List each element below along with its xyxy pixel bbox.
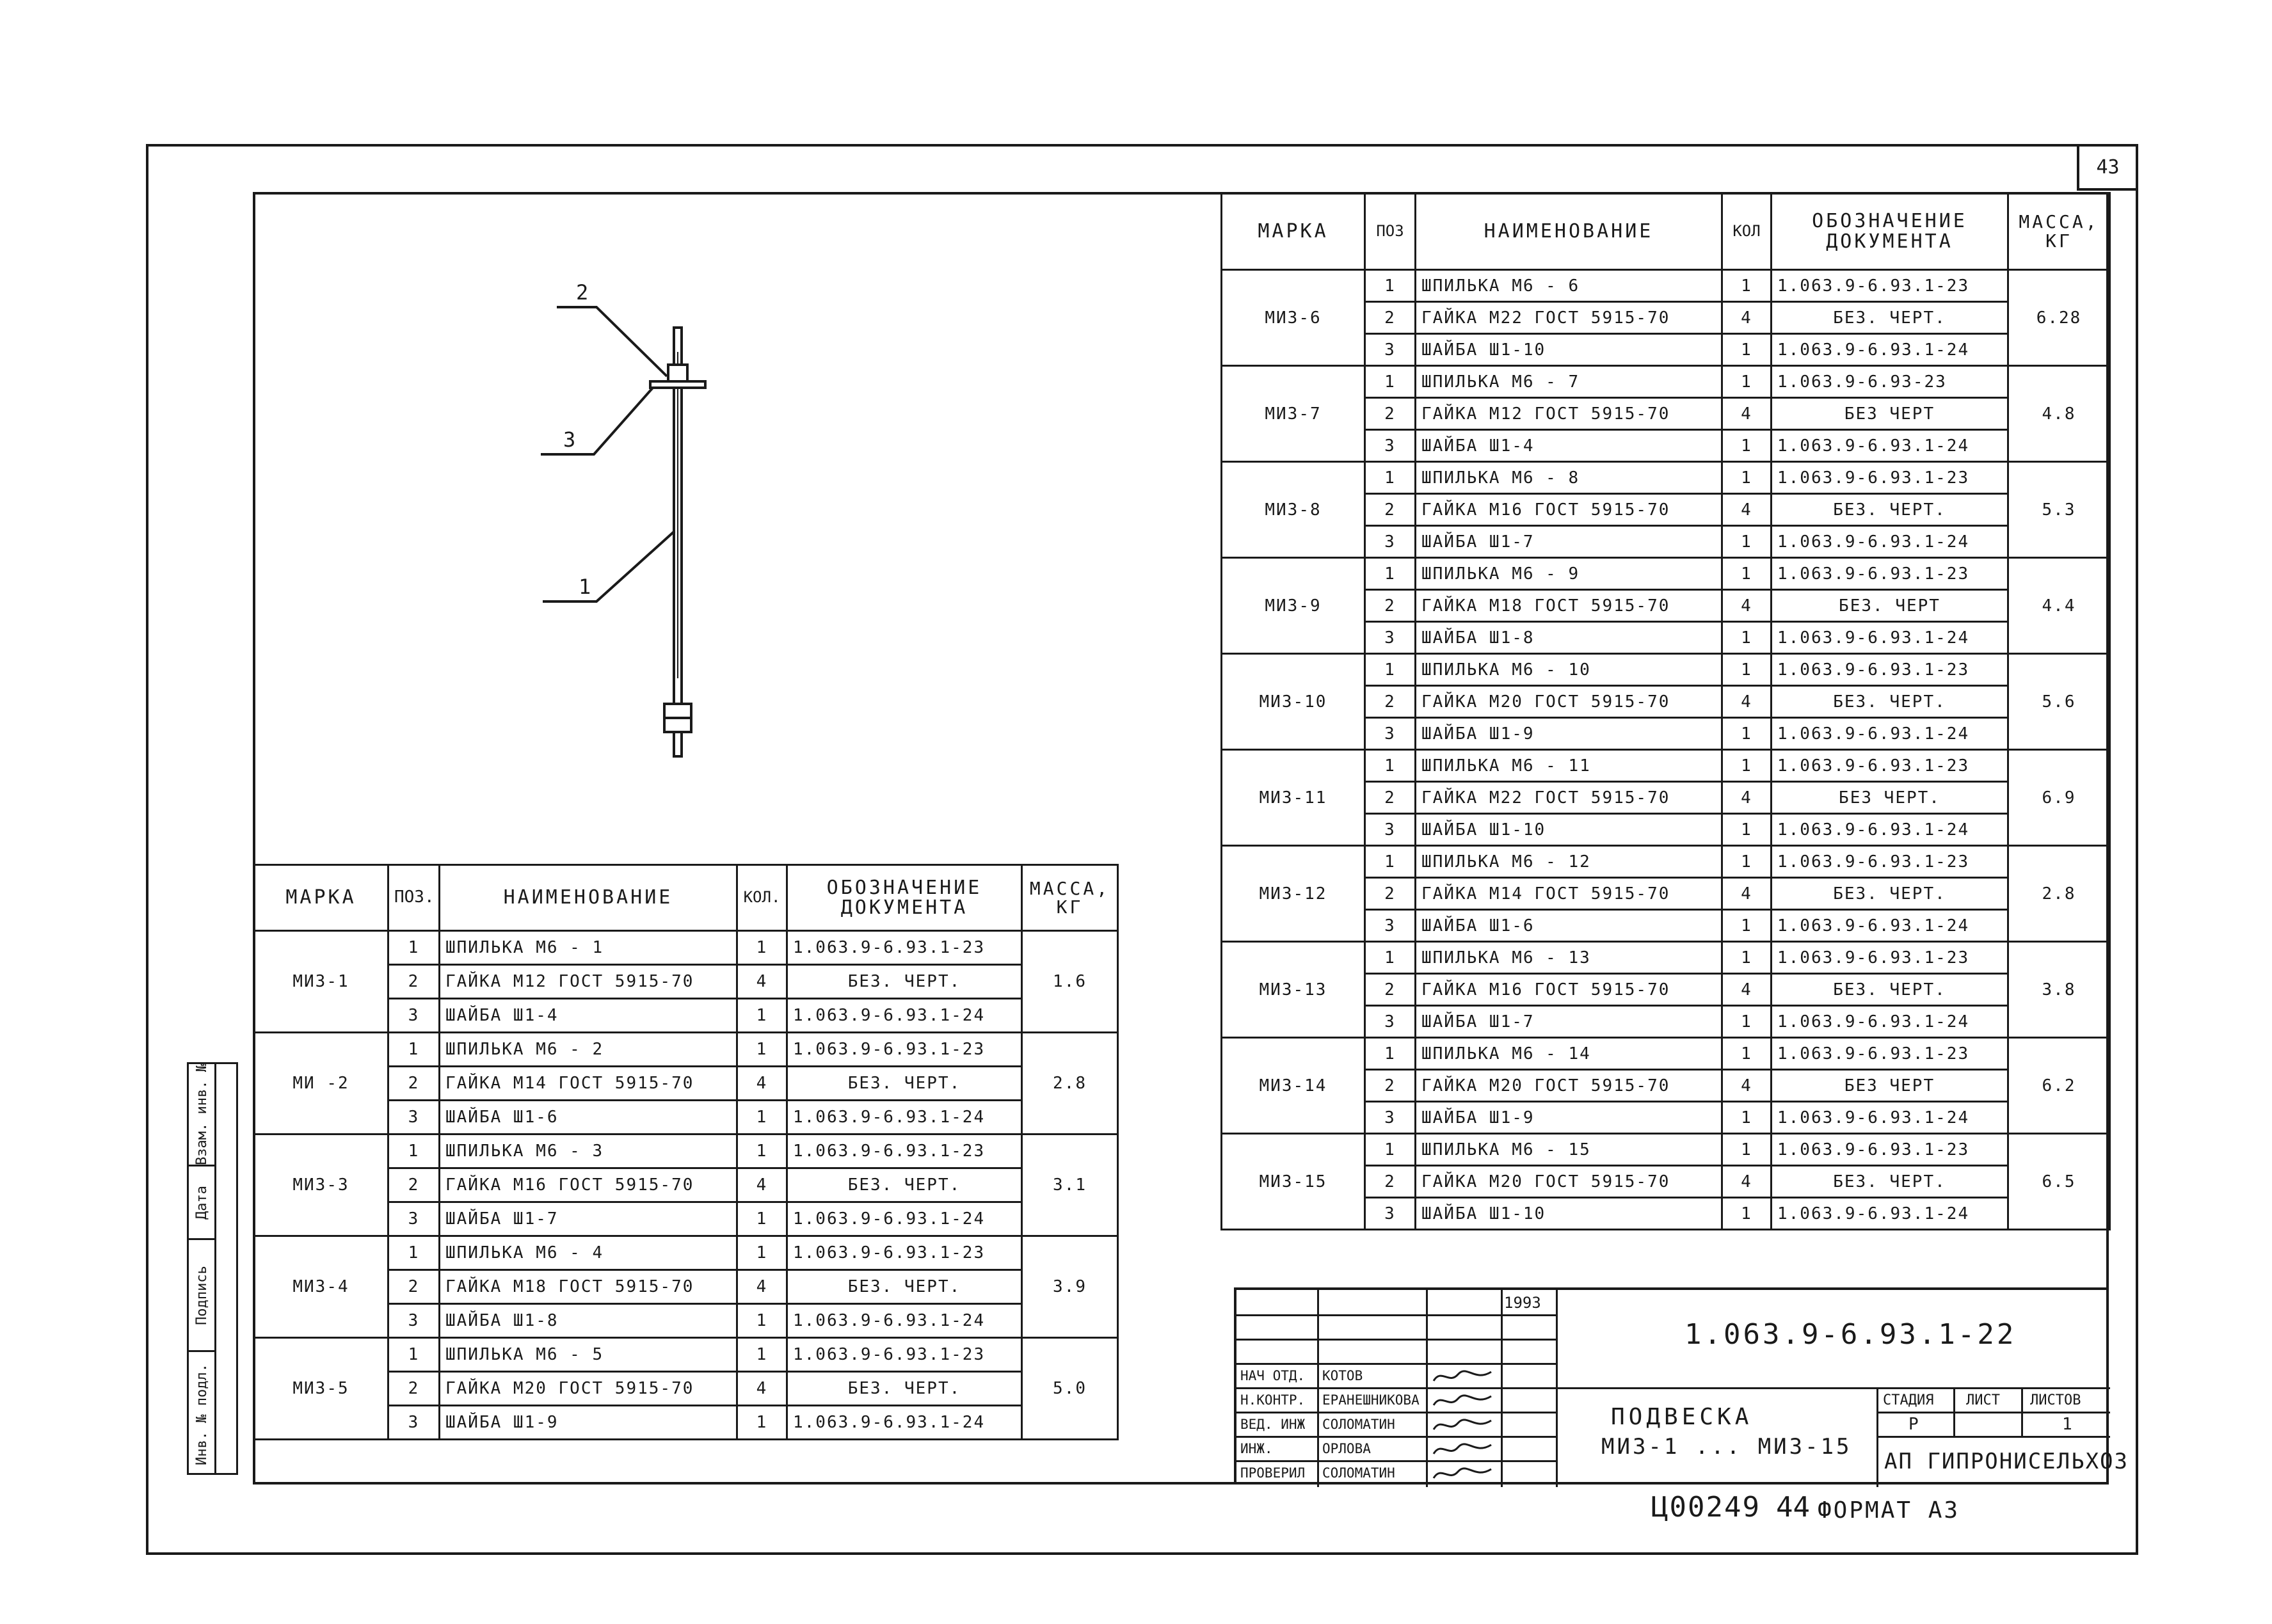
qty-cell: 4: [1722, 878, 1772, 910]
qty-cell: 1: [737, 1033, 787, 1067]
pos-cell: 2: [1365, 1166, 1416, 1198]
qty-cell: 1: [1722, 1198, 1772, 1230]
title-block: [1234, 1287, 2129, 1485]
doc-cell: 1.063.9-6.93.1-24: [1772, 814, 2008, 846]
header-mass: МАССА, КГ: [1022, 865, 1118, 931]
name-cell: ШАЙБА Ш1-7: [440, 1202, 737, 1236]
name-cell: ГАЙКА М20 ГОСТ 5915-70: [1416, 1166, 1722, 1198]
page-number: 43: [2077, 146, 2136, 191]
qty-cell: 4: [737, 1168, 787, 1202]
callout-1: 1: [579, 575, 591, 599]
header-qty: КОЛ: [1722, 193, 1772, 270]
qty-cell: 1: [737, 999, 787, 1033]
name-cell: ШПИЛЬКА М6 - 1: [440, 931, 737, 965]
document-code: 1.063.9-6.93.1-22: [1684, 1318, 2017, 1351]
qty-cell: 1: [737, 1406, 787, 1440]
name-cell: ШАЙБА Ш1-4: [1416, 430, 1722, 462]
footer-format: ФОРМАТ А3: [1818, 1497, 1960, 1524]
table-row: [1222, 462, 2110, 494]
qty-cell: 4: [737, 1270, 787, 1304]
name-cell: ГАЙКА М12 ГОСТ 5915-70: [440, 965, 737, 999]
drawing-title: ПОДВЕСКА: [1611, 1404, 1753, 1430]
stamp-date: Дата: [193, 1185, 210, 1220]
qty-cell: 4: [1722, 398, 1772, 430]
staff-role: ПРОВЕРИЛ: [1240, 1465, 1306, 1481]
qty-cell: 4: [1722, 1166, 1772, 1198]
header-pos: ПОЗ.: [388, 865, 440, 931]
name-cell: ШПИЛЬКА М6 - 15: [1416, 1134, 1722, 1166]
qty-cell: 1: [737, 1101, 787, 1134]
pos-cell: 3: [1365, 1102, 1416, 1134]
doc-cell: 1.063.9-6.93.1-23: [1772, 942, 2008, 974]
pos-cell: 3: [1365, 430, 1416, 462]
doc-cell: 1.063.9-6.93.1-24: [1772, 526, 2008, 558]
table-row: [1222, 1038, 2110, 1070]
doc-cell: 1.063.9-6.93.1-23: [787, 1134, 1022, 1168]
name-cell: ШАЙБА Ш1-10: [1416, 334, 1722, 366]
name-cell: ШАЙБА Ш1-10: [1416, 1198, 1722, 1230]
mark-cell: МИЗ-14: [1222, 1038, 1365, 1134]
doc-cell: 1.063.9-6.93-23: [1772, 366, 2008, 398]
sheets-header: ЛИСТОВ: [2030, 1392, 2081, 1408]
qty-cell: 1: [1722, 1134, 1772, 1166]
staff-name: СОЛОМАТИН: [1322, 1417, 1395, 1432]
doc-cell: 1.063.9-6.93.1-23: [1772, 1038, 2008, 1070]
mass-cell: 3.8: [2008, 942, 2110, 1038]
name-cell: ШАЙБА Ш1-8: [440, 1304, 737, 1338]
mass-cell: 2.8: [2008, 846, 2110, 942]
pos-cell: 2: [1365, 974, 1416, 1006]
name-cell: ГАЙКА М22 ГОСТ 5915-70: [1416, 302, 1722, 334]
qty-cell: 1: [737, 1236, 787, 1270]
mark-cell: МИЗ-13: [1222, 942, 1365, 1038]
name-cell: ШПИЛЬКА М6 - 2: [440, 1033, 737, 1067]
mass-cell: 4.4: [2008, 558, 2110, 654]
name-cell: ШПИЛЬКА М6 - 4: [440, 1236, 737, 1270]
doc-cell: БЕЗ. ЧЕРТ.: [1772, 302, 2008, 334]
table-row: [1222, 654, 2110, 686]
doc-cell: 1.063.9-6.93.1-24: [1772, 1198, 2008, 1230]
qty-cell: 4: [1722, 1070, 1772, 1102]
table-row: [1222, 558, 2110, 590]
name-cell: ШПИЛЬКА М6 - 3: [440, 1134, 737, 1168]
pos-cell: 2: [1365, 878, 1416, 910]
qty-cell: 1: [1722, 654, 1772, 686]
mass-cell: 1.6: [1022, 931, 1118, 1033]
header-pos: ПОЗ: [1365, 193, 1416, 270]
doc-cell: 1.063.9-6.93.1-23: [1772, 270, 2008, 302]
pos-cell: 1: [1365, 1038, 1416, 1070]
doc-cell: 1.063.9-6.93.1-24: [787, 999, 1022, 1033]
mass-cell: 3.9: [1022, 1236, 1118, 1338]
mass-cell: 5.3: [2008, 462, 2110, 558]
pos-cell: 3: [1365, 334, 1416, 366]
name-cell: ШАЙБА Ш1-9: [1416, 718, 1722, 750]
name-cell: ШПИЛЬКА М6 - 10: [1416, 654, 1722, 686]
doc-cell: 1.063.9-6.93.1-23: [1772, 654, 2008, 686]
name-cell: ШПИЛЬКА М6 - 6: [1416, 270, 1722, 302]
pos-cell: 2: [1365, 686, 1416, 718]
doc-cell: БЕЗ. ЧЕРТ.: [787, 965, 1022, 999]
name-cell: ШПИЛЬКА М6 - 12: [1416, 846, 1722, 878]
name-cell: ГАЙКА М20 ГОСТ 5915-70: [440, 1372, 737, 1406]
pos-cell: 1: [388, 1236, 440, 1270]
footer-number: 44: [1776, 1491, 1810, 1524]
pos-cell: 2: [1365, 494, 1416, 526]
qty-cell: 1: [1722, 718, 1772, 750]
pos-cell: 1: [388, 1134, 440, 1168]
qty-cell: 1: [1722, 942, 1772, 974]
staff-name: КОТОВ: [1322, 1368, 1363, 1383]
staff-role: ИНЖ.: [1240, 1441, 1273, 1456]
pos-cell: 2: [1365, 782, 1416, 814]
doc-cell: 1.063.9-6.93.1-24: [787, 1406, 1022, 1440]
qty-cell: 4: [1722, 302, 1772, 334]
mark-cell: МИЗ-10: [1222, 654, 1365, 750]
signature-icon: [1430, 1414, 1500, 1436]
mass-cell: 6.9: [2008, 750, 2110, 846]
name-cell: ШАЙБА Ш1-8: [1416, 622, 1722, 654]
staff-role: ВЕД. ИНЖ: [1240, 1417, 1306, 1432]
hanger-drawing: [525, 269, 781, 768]
doc-cell: 1.063.9-6.93.1-23: [787, 1033, 1022, 1067]
name-cell: ШПИЛЬКА М6 - 14: [1416, 1038, 1722, 1070]
staff-role: НАЧ ОТД.: [1240, 1368, 1306, 1383]
table-row: [254, 1338, 1118, 1372]
name-cell: ШПИЛЬКА М6 - 7: [1416, 366, 1722, 398]
table-row: [1222, 846, 2110, 878]
name-cell: ГАЙКА М16 ГОСТ 5915-70: [1416, 974, 1722, 1006]
mark-cell: МИЗ-9: [1222, 558, 1365, 654]
header-qty: КОЛ.: [737, 865, 787, 931]
table-row: [254, 1033, 1118, 1067]
pos-cell: 1: [388, 1033, 440, 1067]
pos-cell: 1: [1365, 366, 1416, 398]
header-name: НАИМЕНОВАНИЕ: [1416, 193, 1722, 270]
header-mass: МАССА, КГ: [2008, 193, 2110, 270]
doc-cell: 1.063.9-6.93.1-24: [787, 1202, 1022, 1236]
name-cell: ШАЙБА Ш1-10: [1416, 814, 1722, 846]
mass-cell: 3.1: [1022, 1134, 1118, 1236]
name-cell: ГАЙКА М18 ГОСТ 5915-70: [1416, 590, 1722, 622]
stamp-signature: Подпись: [193, 1265, 210, 1325]
sheets-value: 1: [2062, 1415, 2072, 1434]
mass-cell: 6.28: [2008, 270, 2110, 366]
qty-cell: 1: [737, 931, 787, 965]
pos-cell: 1: [1365, 846, 1416, 878]
table-row: [254, 1236, 1118, 1270]
mark-cell: МИЗ-6: [1222, 270, 1365, 366]
qty-cell: 1: [737, 1202, 787, 1236]
doc-cell: БЕЗ. ЧЕРТ.: [1772, 686, 2008, 718]
qty-cell: 1: [1722, 334, 1772, 366]
stamp-original-inv: Инв. № подл.: [193, 1364, 210, 1465]
doc-cell: БЕЗ. ЧЕРТ.: [1772, 878, 2008, 910]
mark-cell: МИЗ-3: [254, 1134, 388, 1236]
doc-cell: 1.063.9-6.93.1-23: [1772, 462, 2008, 494]
name-cell: ШАЙБА Ш1-4: [440, 999, 737, 1033]
name-cell: ГАЙКА М20 ГОСТ 5915-70: [1416, 686, 1722, 718]
pos-cell: 1: [1365, 1134, 1416, 1166]
name-cell: ГАЙКА М12 ГОСТ 5915-70: [1416, 398, 1722, 430]
pos-cell: 1: [388, 1338, 440, 1372]
header-doc: ОБОЗНАЧЕНИЕ ДОКУМЕНТА: [787, 865, 1022, 931]
name-cell: ГАЙКА М16 ГОСТ 5915-70: [1416, 494, 1722, 526]
doc-cell: БЕЗ. ЧЕРТ.: [787, 1270, 1022, 1304]
doc-cell: 1.063.9-6.93.1-24: [1772, 718, 2008, 750]
mark-cell: МИЗ-12: [1222, 846, 1365, 942]
name-cell: ГАЙКА М18 ГОСТ 5915-70: [440, 1270, 737, 1304]
pos-cell: 2: [388, 1372, 440, 1406]
mass-cell: 6.5: [2008, 1134, 2110, 1230]
pos-cell: 1: [1365, 270, 1416, 302]
header-doc: ОБОЗНАЧЕНИЕ ДОКУМЕНТА: [1772, 193, 2008, 270]
staff-role: Н.КОНТР.: [1240, 1392, 1306, 1408]
year: 1993: [1504, 1294, 1541, 1312]
qty-cell: 1: [737, 1134, 787, 1168]
table-row: [1222, 942, 2110, 974]
signature-icon: [1430, 1438, 1500, 1460]
qty-cell: 4: [1722, 974, 1772, 1006]
mark-cell: МИЗ-8: [1222, 462, 1365, 558]
mark-cell: МИЗ-15: [1222, 1134, 1365, 1230]
doc-cell: БЕЗ. ЧЕРТ.: [1772, 974, 2008, 1006]
name-cell: ШПИЛЬКА М6 - 8: [1416, 462, 1722, 494]
qty-cell: 4: [1722, 782, 1772, 814]
doc-cell: 1.063.9-6.93.1-24: [1772, 334, 2008, 366]
header-name: НАИМЕНОВАНИЕ: [440, 865, 737, 931]
name-cell: ШАЙБА Ш1-6: [440, 1101, 737, 1134]
doc-cell: 1.063.9-6.93.1-23: [787, 931, 1022, 965]
name-cell: ГАЙКА М16 ГОСТ 5915-70: [440, 1168, 737, 1202]
qty-cell: 4: [737, 965, 787, 999]
pos-cell: 3: [1365, 814, 1416, 846]
qty-cell: 1: [1722, 1006, 1772, 1038]
name-cell: ШАЙБА Ш1-6: [1416, 910, 1722, 942]
doc-cell: 1.063.9-6.93.1-23: [1772, 750, 2008, 782]
staff-name: ОРЛОВА: [1322, 1441, 1371, 1456]
qty-cell: 1: [1722, 750, 1772, 782]
pos-cell: 3: [388, 1406, 440, 1440]
qty-cell: 4: [737, 1372, 787, 1406]
qty-cell: 1: [1722, 1102, 1772, 1134]
mass-cell: 4.8: [2008, 366, 2110, 462]
name-cell: ШПИЛЬКА М6 - 13: [1416, 942, 1722, 974]
mark-cell: МИЗ-4: [254, 1236, 388, 1338]
pos-cell: 2: [388, 965, 440, 999]
name-cell: ШАЙБА Ш1-7: [1416, 1006, 1722, 1038]
footer-code: Ц00249: [1651, 1491, 1761, 1524]
doc-cell: 1.063.9-6.93.1-24: [1772, 430, 2008, 462]
doc-cell: БЕЗ ЧЕРТ: [1772, 398, 2008, 430]
doc-cell: БЕЗ. ЧЕРТ.: [787, 1372, 1022, 1406]
table-row: [1222, 270, 2110, 302]
header-mark: МАРКА: [254, 865, 388, 931]
pos-cell: 3: [1365, 622, 1416, 654]
pos-cell: 2: [1365, 398, 1416, 430]
doc-cell: 1.063.9-6.93.1-23: [787, 1236, 1022, 1270]
name-cell: ШАЙБА Ш1-9: [1416, 1102, 1722, 1134]
pos-cell: 3: [388, 1304, 440, 1338]
callout-3: 3: [563, 427, 576, 452]
name-cell: ГАЙКА М22 ГОСТ 5915-70: [1416, 782, 1722, 814]
pos-cell: 2: [1365, 590, 1416, 622]
header-mark: МАРКА: [1222, 193, 1365, 270]
signature-icon: [1430, 1463, 1500, 1485]
stage-value: Р: [1908, 1415, 1919, 1434]
doc-cell: БЕЗ ЧЕРТ: [1772, 1070, 2008, 1102]
table-row: [1222, 750, 2110, 782]
qty-cell: 1: [737, 1304, 787, 1338]
staff-name: СОЛОМАТИН: [1322, 1465, 1395, 1481]
staff-name: ЕРАНЕШНИКОВА: [1322, 1392, 1420, 1408]
mass-cell: 2.8: [1022, 1033, 1118, 1134]
name-cell: ШАЙБА Ш1-7: [1416, 526, 1722, 558]
qty-cell: 4: [737, 1067, 787, 1101]
table-row: [1222, 366, 2110, 398]
qty-cell: 4: [1722, 590, 1772, 622]
qty-cell: 1: [1722, 462, 1772, 494]
mass-cell: 5.0: [1022, 1338, 1118, 1440]
name-cell: ГАЙКА М14 ГОСТ 5915-70: [440, 1067, 737, 1101]
mark-cell: МИЗ-1: [254, 931, 388, 1033]
qty-cell: 1: [1722, 558, 1772, 590]
mark-cell: МИЗ-5: [254, 1338, 388, 1440]
lower-spec-table: [253, 864, 1119, 1440]
pos-cell: 1: [1365, 654, 1416, 686]
doc-cell: 1.063.9-6.93.1-23: [1772, 558, 2008, 590]
pos-cell: 3: [1365, 526, 1416, 558]
qty-cell: 4: [1722, 494, 1772, 526]
stamp-replacement-inv: Взам. инв. №: [193, 1063, 210, 1165]
mass-cell: 6.2: [2008, 1038, 2110, 1134]
qty-cell: 1: [1722, 1038, 1772, 1070]
drawing-subtitle: МИЗ-1 ... МИЗ-15: [1601, 1434, 1852, 1460]
signature-icon: [1430, 1390, 1500, 1412]
doc-cell: 1.063.9-6.93.1-24: [1772, 1102, 2008, 1134]
signature-icon: [1430, 1365, 1500, 1387]
upper-spec-table: [1220, 192, 2111, 1230]
pos-cell: 1: [1365, 942, 1416, 974]
mark-cell: МИ -2: [254, 1033, 388, 1134]
doc-cell: БЕЗ. ЧЕРТ: [1772, 590, 2008, 622]
pos-cell: 2: [388, 1168, 440, 1202]
pos-cell: 2: [1365, 302, 1416, 334]
doc-cell: БЕЗ. ЧЕРТ.: [787, 1067, 1022, 1101]
stage-header: СТАДИЯ: [1883, 1392, 1934, 1408]
doc-cell: 1.063.9-6.93.1-23: [1772, 1134, 2008, 1166]
doc-cell: 1.063.9-6.93.1-24: [1772, 910, 2008, 942]
pos-cell: 1: [388, 931, 440, 965]
qty-cell: 1: [1722, 270, 1772, 302]
pos-cell: 3: [388, 1101, 440, 1134]
pos-cell: 3: [1365, 910, 1416, 942]
pos-cell: 3: [388, 1202, 440, 1236]
name-cell: ГАЙКА М20 ГОСТ 5915-70: [1416, 1070, 1722, 1102]
table-row: [254, 1134, 1118, 1168]
pos-cell: 1: [1365, 462, 1416, 494]
qty-cell: 1: [1722, 910, 1772, 942]
side-stamp: [187, 1062, 238, 1475]
qty-cell: 4: [1722, 686, 1772, 718]
name-cell: ШАЙБА Ш1-9: [440, 1406, 737, 1440]
mass-cell: 5.6: [2008, 654, 2110, 750]
doc-cell: 1.063.9-6.93.1-24: [787, 1304, 1022, 1338]
callout-2: 2: [576, 280, 589, 305]
name-cell: ШПИЛЬКА М6 - 11: [1416, 750, 1722, 782]
pos-cell: 3: [1365, 1198, 1416, 1230]
pos-cell: 1: [1365, 558, 1416, 590]
doc-cell: БЕЗ ЧЕРТ.: [1772, 782, 2008, 814]
qty-cell: 1: [1722, 526, 1772, 558]
pos-cell: 2: [388, 1067, 440, 1101]
mark-cell: МИЗ-11: [1222, 750, 1365, 846]
doc-cell: 1.063.9-6.93.1-24: [787, 1101, 1022, 1134]
qty-cell: 1: [1722, 846, 1772, 878]
doc-cell: 1.063.9-6.93.1-23: [787, 1338, 1022, 1372]
qty-cell: 1: [1722, 622, 1772, 654]
doc-cell: БЕЗ. ЧЕРТ.: [1772, 494, 2008, 526]
pos-cell: 2: [388, 1270, 440, 1304]
pos-cell: 3: [1365, 718, 1416, 750]
doc-cell: БЕЗ. ЧЕРТ.: [787, 1168, 1022, 1202]
qty-cell: 1: [1722, 430, 1772, 462]
table-row: [1222, 1134, 2110, 1166]
pos-cell: 2: [1365, 1070, 1416, 1102]
doc-cell: 1.063.9-6.93.1-23: [1772, 846, 2008, 878]
pos-cell: 1: [1365, 750, 1416, 782]
qty-cell: 1: [1722, 814, 1772, 846]
doc-cell: 1.063.9-6.93.1-24: [1772, 1006, 2008, 1038]
doc-cell: БЕЗ. ЧЕРТ.: [1772, 1166, 2008, 1198]
pos-cell: 3: [388, 999, 440, 1033]
name-cell: ШПИЛЬКА М6 - 9: [1416, 558, 1722, 590]
table-row: [254, 931, 1118, 965]
name-cell: ШПИЛЬКА М6 - 5: [440, 1338, 737, 1372]
qty-cell: 1: [737, 1338, 787, 1372]
mark-cell: МИЗ-7: [1222, 366, 1365, 462]
pos-cell: 3: [1365, 1006, 1416, 1038]
qty-cell: 1: [1722, 366, 1772, 398]
name-cell: ГАЙКА М14 ГОСТ 5915-70: [1416, 878, 1722, 910]
sheet-header: ЛИСТ: [1966, 1392, 2000, 1408]
organization: АП ГИПРОНИСЕЛЬХОЗ: [1884, 1449, 2129, 1474]
doc-cell: 1.063.9-6.93.1-24: [1772, 622, 2008, 654]
